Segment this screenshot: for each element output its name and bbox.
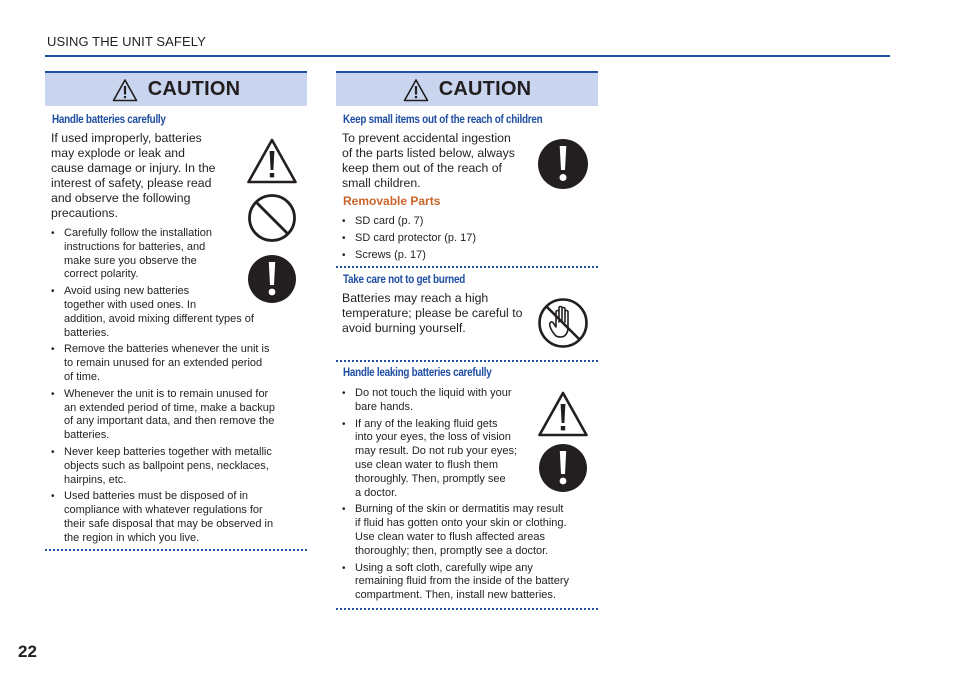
list-item-line: addition, avoid mixing different types of — [64, 312, 254, 325]
mandatory-exclamation-icon — [537, 138, 589, 190]
section-divider — [336, 608, 598, 610]
list-item-line: the region in which you live. — [64, 531, 200, 544]
list-item-line: • Avoid using new batteries — [64, 285, 190, 298]
intro-line: avoid burning yourself. — [342, 321, 466, 335]
intro-line: Batteries may reach a high — [342, 291, 489, 305]
list-item-line: thoroughly. Then, promptly see — [355, 472, 506, 485]
do-not-touch-hand-icon — [537, 297, 589, 349]
removable-parts-heading: Removable Parts — [343, 194, 441, 208]
list-item-line: use clean water to flush them — [355, 458, 499, 471]
list-item: • SD card protector (p. 17) — [336, 232, 586, 246]
list-item-line: thoroughly; then, promptly see a doctor. — [355, 544, 549, 557]
list-item-line: • Do not touch the liquid with your — [355, 387, 512, 399]
intro-line: and observe the following — [51, 191, 191, 205]
list-item — [45, 388, 295, 443]
header-rule — [45, 55, 890, 57]
warning-triangle-icon — [246, 137, 298, 185]
list-item — [45, 343, 295, 384]
list-item: • Screws (p. 17) — [336, 249, 586, 263]
list-item-line: instructions for batteries, and — [64, 240, 206, 253]
list-item — [45, 227, 295, 282]
list-item-line: a doctor. — [355, 486, 398, 499]
intro-line: small children. — [342, 176, 421, 190]
list-item-line: • Never keep batteries together with metallic — [64, 445, 272, 458]
list-item-line: • Remove the batteries whenever the unit is — [64, 343, 270, 356]
left-column — [45, 71, 307, 106]
list-item-line: bare hands. — [355, 400, 414, 413]
intro-text — [51, 131, 246, 221]
caution-label: CAUTION — [438, 78, 532, 100]
intro-line: may explode or leak and — [51, 146, 185, 160]
section-divider — [45, 549, 307, 551]
list-item — [336, 387, 598, 415]
topic-burn: Take care not to get burned — [343, 274, 465, 286]
section-title: USING THE UNIT SAFELY — [47, 34, 206, 49]
list-item — [336, 562, 598, 603]
list-item-line: their safe disposal that may be observed in — [64, 517, 274, 530]
list-item-line: compartment. Then, install new batteries. — [355, 589, 556, 602]
section-divider — [336, 266, 598, 268]
list-item-line: objects such as ballpoint pens, necklaces, — [64, 459, 269, 472]
list-item-line: batteries. — [64, 326, 110, 339]
topic-small-items: Keep small items out of the reach of children — [343, 114, 543, 126]
list-item-line: if fluid has gotten onto your skin or clothing. — [355, 517, 567, 530]
intro-line: precautions. — [51, 206, 118, 220]
list-item-line: correct polarity. — [64, 268, 139, 281]
leaking-batteries-list — [336, 387, 598, 606]
list-item — [336, 418, 598, 501]
list-item: • SD card (p. 7) — [336, 215, 586, 229]
list-item-line: to remain unused for an extended period — [64, 357, 263, 370]
warning-triangle-icon — [112, 78, 138, 102]
intro-line: To prevent accidental ingestion — [342, 131, 511, 145]
right-column — [336, 71, 598, 106]
battery-precautions-list — [45, 227, 295, 549]
caution-banner — [336, 71, 598, 106]
caution-banner — [45, 71, 307, 106]
page-number: 22 — [18, 642, 37, 661]
list-item-line: of any important data, and then remove the — [64, 415, 275, 428]
small-items-text — [342, 131, 534, 191]
section-divider — [336, 360, 598, 362]
intro-line: cause damage or injury. In the — [51, 161, 216, 175]
intro-line: temperature; please be careful to — [342, 306, 523, 320]
list-item-line: • Using a soft cloth, carefully wipe any — [355, 561, 533, 574]
burn-text — [342, 291, 537, 336]
list-item-line: compliance with whatever regulations for — [64, 504, 263, 517]
list-item-line: into your eyes, the loss of vision — [355, 431, 511, 444]
list-item — [45, 446, 295, 487]
intro-line: keep them out of the reach of — [342, 161, 502, 175]
list-item-line: • Whenever the unit is to remain unused for — [64, 387, 269, 400]
list-item-line: remaining fluid from the inside of the battery — [355, 575, 570, 588]
list-item — [336, 503, 598, 558]
intro-line: of the parts listed below, always — [342, 146, 515, 160]
intro-line: If used improperly, batteries — [51, 131, 202, 145]
intro-line: interest of safety, please read — [51, 176, 212, 190]
list-item — [45, 285, 295, 340]
topic-leaking: Handle leaking batteries carefully — [343, 367, 492, 379]
list-item-line: • If any of the leaking fluid gets — [355, 417, 498, 430]
list-item-line: may result. Do not rub your eyes; — [355, 445, 518, 458]
list-item-line: batteries. — [64, 429, 110, 442]
topic-handle-batteries: Handle batteries carefully — [52, 114, 166, 126]
list-item-line: • Burning of the skin or dermatitis may result — [355, 503, 564, 516]
caution-label: CAUTION — [147, 78, 241, 100]
warning-triangle-icon — [403, 78, 429, 102]
list-item-line: hairpins, etc. — [64, 473, 127, 486]
list-item-line: • Carefully follow the installation — [64, 227, 212, 239]
list-item-line: an extended period of time, make a backup — [64, 401, 275, 414]
list-item-line: of time. — [64, 370, 101, 383]
list-item-line: Use clean water to flush affected areas — [355, 530, 545, 543]
list-item-line: together with used ones. In — [64, 298, 197, 311]
list-item-line: • Used batteries must be disposed of in — [64, 490, 249, 503]
removable-parts-list — [336, 215, 586, 265]
list-item — [45, 490, 295, 545]
list-item-line: make sure you observe the — [64, 254, 197, 267]
